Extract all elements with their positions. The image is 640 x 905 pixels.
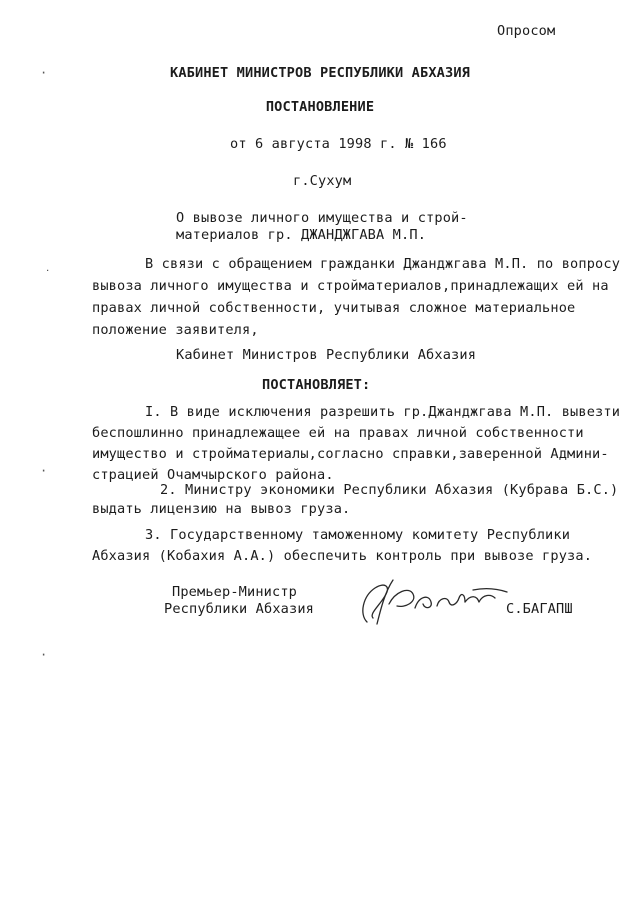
item-3-line: 3. Государственному таможенному комитету Республики xyxy=(145,527,571,543)
signatory-name: С.БАГАПШ xyxy=(506,601,573,617)
distribution-mark: Опросом xyxy=(497,23,556,39)
preamble-line: В связи с обращением гражданки Джанджгава М.П. по вопросу xyxy=(145,256,621,272)
signatory-title: Премьер-Министр xyxy=(172,584,298,600)
item-1-line: беспошлинно принадлежащее ей на правах личной собственности xyxy=(92,425,584,441)
subject-line: материалов гр. ДЖАНДЖГАВА М.П. xyxy=(176,227,427,243)
date-number-line: от 6 августа 1998 г. № 166 xyxy=(230,136,447,152)
resolves-heading: ПОСТАНОВЛЯЕТ: xyxy=(262,377,371,393)
document-type-heading: ПОСТАНОВЛЕНИЕ xyxy=(265,99,375,115)
item-1-line: имущество и стройматериалы,согласно справки,заверенной Админи- xyxy=(92,446,609,462)
item-3-line: Абхазия (Кобахия А.А.) обеспечить контроль при вывозе груза. xyxy=(92,548,593,564)
preamble-line: положение заявителя, xyxy=(92,322,259,338)
item-1-line: страцией Очамчырского района. xyxy=(92,467,334,483)
scan-speck: ˙ xyxy=(44,268,52,282)
item-2-line: 2. Министру экономики Республики Абхазия (Кубрава Б.С.) xyxy=(160,482,619,498)
subject-line: О вывозе личного имущества и строй- xyxy=(176,210,468,226)
place-line: г.Сухум xyxy=(293,173,352,189)
issuer-header: КАБИНЕТ МИНИСТРОВ РЕСПУБЛИКИ АБХАЗИЯ xyxy=(169,65,471,81)
scan-speck: · xyxy=(40,648,48,662)
item-1-line: I. В виде исключения разрешить гр.Джанджгава М.П. вывезти xyxy=(145,404,621,420)
body-issuer: Кабинет Министров Республики Абхазия xyxy=(176,347,477,363)
item-2-line: выдать лицензию на вывоз груза. xyxy=(92,501,351,517)
scan-speck: · xyxy=(40,464,48,478)
preamble-line: вывоза личного имущества и стройматериалов,принадлежащих ей на xyxy=(92,278,609,294)
scan-speck: · xyxy=(40,66,48,80)
handwritten-signature xyxy=(355,574,515,630)
signatory-title: Республики Абхазия xyxy=(164,601,315,617)
preamble-line: правах личной собственности, учитывая сложное материальное xyxy=(92,300,576,316)
